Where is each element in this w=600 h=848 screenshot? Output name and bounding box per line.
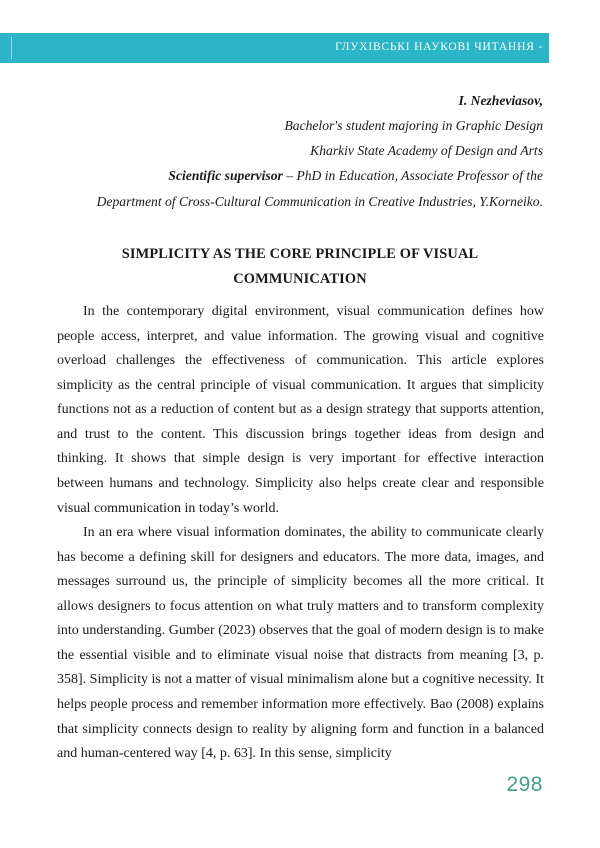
running-header-band	[0, 33, 549, 63]
supervisor-department: Department of Cross-Cultural Communication in Creative Industries, Y.Korneiko.	[96, 193, 543, 209]
article-title-line-1: SIMPLICITY AS THE CORE PRINCIPLE OF VISUAL	[121, 245, 479, 262]
running-header-title: ГЛУХІВСЬКІ НАУКОВІ ЧИТАННЯ -	[335, 41, 543, 54]
author-name-text: I. Nezheviasov,	[458, 93, 543, 108]
author-block	[57, 88, 543, 214]
author-name	[57, 88, 543, 113]
article-body	[57, 300, 544, 767]
author-institution: Kharkiv State Academy of Design and Arts	[310, 143, 543, 159]
body-paragraph-1: In the contemporary digital environment, visual communication defines how people access, interpret, and value information. The growing visual and cognitive overload challenges the effectiveness of communication. This article explores simplicity as the central principle of visual communication. It argues that simplicity functions not as a reduction of content but as a design strategy that supports attention, and trust to the content. This discussion brings together ideas from design and thinking. It shows that simple design is very important for effective interaction between humans and technology. Simplicity also helps create clear and responsible visual communication in today’s world.	[57, 304, 544, 516]
supervisor-title: – PhD in Education, Associate Professor of the	[282, 168, 543, 184]
header-left-rule	[11, 37, 12, 59]
body-paragraph-2: In an era where visual information dominates, the ability to communicate clearly has become a defining skill for designers and educators. The more data, images, and messages surround us, the principle of simplicity becomes all the more critical. It allows designers to focus attention on what truly matters and to transform complexity into understanding. Gumber (2023) observes that the goal of modern design is to make the essential visible and to eliminate visual noise that distracts from meaning [3, p. 358]. Simplicity is not a matter of visual minimalism alone but a cognitive necessity. It helps people process and remember information more effectively. Bao (2008) explains that simplicity connects design to reality by aligning form and function in a balanced and human-centered way [4, p. 63]. In this sense, simplicity	[57, 525, 544, 762]
article-title-line-2: COMMUNICATION	[233, 270, 367, 287]
supervisor-line	[57, 163, 543, 188]
author-degree: Bachelor's student majoring in Graphic Design	[284, 118, 543, 134]
page-number: 298	[506, 773, 543, 796]
supervisor-label: Scientific supervisor	[168, 168, 283, 184]
article-title	[57, 242, 543, 292]
